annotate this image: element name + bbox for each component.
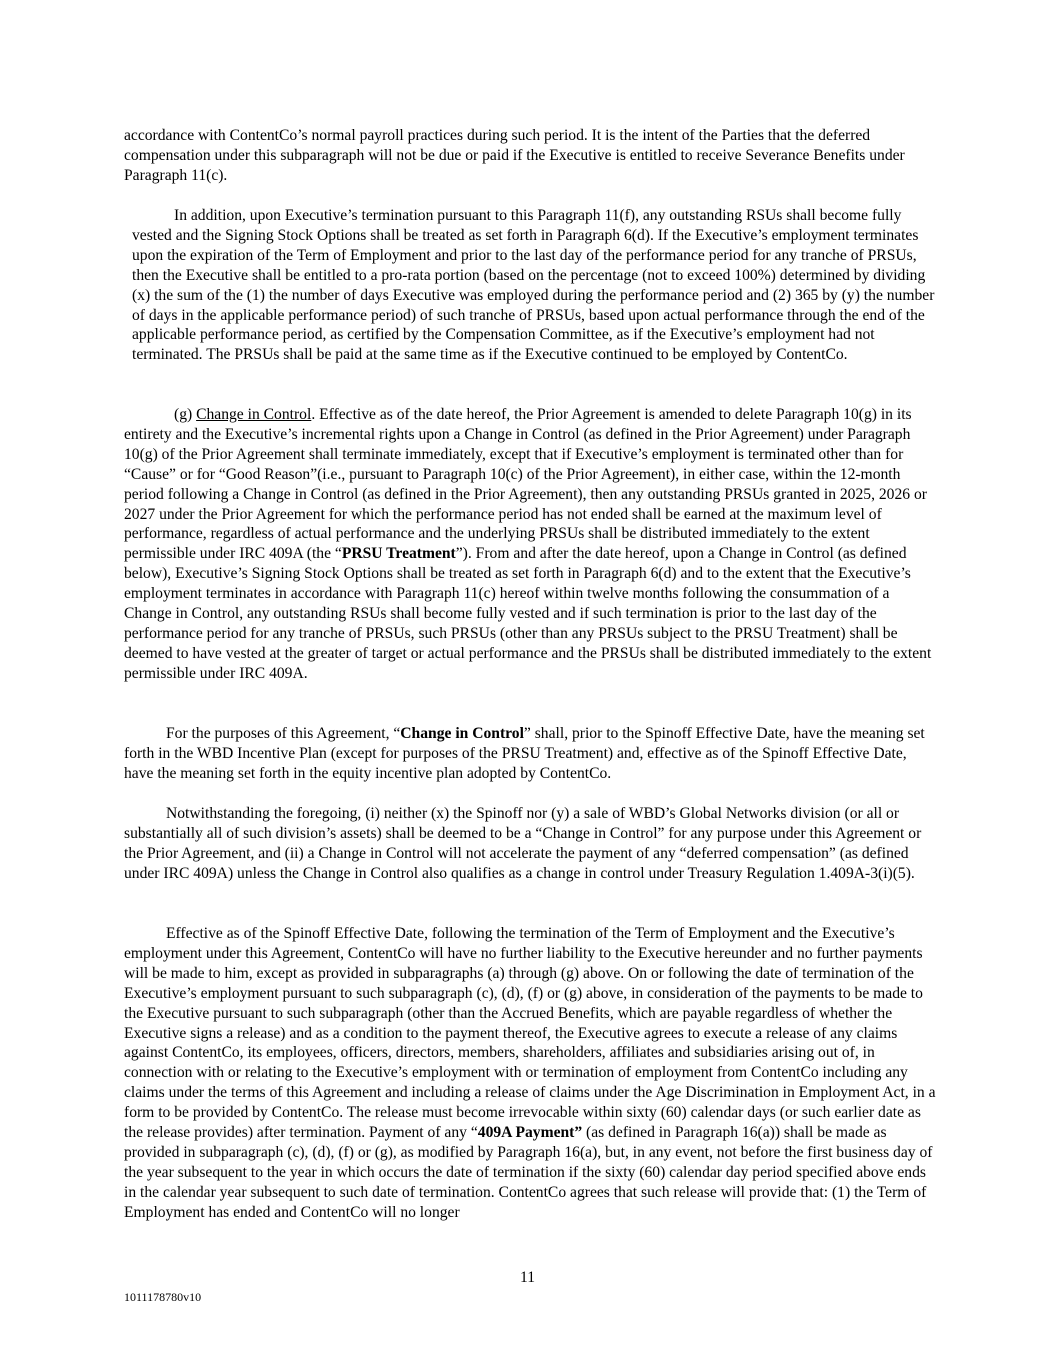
defined-term: 409A Payment” (477, 1124, 583, 1142)
paragraph-cic-definition (124, 724, 939, 784)
defined-term: Change in Control (400, 725, 524, 742)
subparagraph-label: (g) (174, 406, 197, 423)
defined-term: PRSU Treatment (341, 545, 456, 563)
paragraph-text-a: For the purposes of this Agreement, “ (166, 725, 401, 742)
paragraph-text-a: Effective as of the Spinoff Effective Date, following the termination of the Term of Employment and the Executive’s employment under this Agreement, ContentCo will have no further liability to the Executive hereunder and no further payments will be made to him, except as provided in subparagraphs (a) through (g) above. On or following the date of termination of the Executive’s employment pursuant to such subparagraph (c), (d), (f) or (g) above, in consideration of the payments to be made to the Executive pursuant to such subparagraph (other than the Accrued Benefits, which are payable regardless of whether the Executive signs a release) and as a condition to the payment thereof, the Executive agrees to execute a release of any claims against ContentCo, its employees, officers, directors, members, shareholders, affiliates and subsidiaries arising out of, in connection with or relating to the Executive’s employment with or termination of employment from ContentCo including any claims under the terms of this Agreement and including a release of claims under the Age Discrimination in Employment Act, in a form to be provided by ContentCo. The release must become irrevocable within sixty (60) calendar days (or such earlier date as the release provides) after termination. Payment of any “ (124, 925, 936, 1142)
section-heading: Change in Control (196, 406, 312, 423)
paragraph-change-in-control (124, 405, 939, 684)
paragraph-text-a: . Effective as of the date hereof, the Prior Agreement is amended to delete Paragraph 10(g) in its entirety and the Executive’s incremental rights upon a Change in Control (as defined in the Prior Agreement) under Paragraph 10(g) of the Prior Agreement shall terminate immediately, except that if Executive’s employment is terminated other than for “Cause” or for “Good Reason”(i.e., pursuant to Paragraph 10(c) of the Prior Agreement), in either case, within the 12-month period following a Change in Control (as defined in the Prior Agreement), then any outstanding PRSUs granted in 2025, 2026 or 2027 under the Prior Agreement for which the performance period has not ended shall be earned at the maximum level of performance, regardless of actual performance and the underlying PRSUs shall be distributed immediately to the extent permissible under IRC 409A (the “ (124, 406, 927, 563)
paragraph-11f-addition: In addition, upon Executive’s termination pursuant to this Paragraph 11(f), any outstanding RSUs shall become fully vested and the Signing Stock Options shall be treated as set forth in Paragraph 6(d). If the Executive’s employment terminates upon the expiration of the Term of Employment and prior to the last day of the performance period for any tranche of PRSUs, then the Executive shall be entitled to a pro-rata portion (based on the percentage (not to exceed 100%) determined by dividing (x) the sum of the (1) the number of days Executive was employed during the performance period and (2) 365 by (y) the number of days in the applicable performance period) of such tranche of PRSUs, based upon actual performance through the end of the applicable performance period, as certified by the Compensation Committee, as if the Executive’s employment had not terminated. The PRSUs shall be paid at the same time as if the Executive continued to be employed by ContentCo. (132, 207, 935, 364)
paragraph-text-b: ” shall, prior to the Spinoff Effective Date, have the meaning set forth in the WBD Incentive Plan (except for purposes of the PRSU Treatment) and, effective as of the Spinoff Effective Date, have the meaning set forth in the equity incentive plan adopted by ContentCo. (124, 725, 925, 782)
paragraph-notwithstanding: Notwithstanding the foregoing, (i) neither (x) the Spinoff nor (y) a sale of WBD’s Global Networks division (or all or substantially all of such division’s assets) shall be deemed to be a “Change in Control” for any purpose under this Agreement or the Prior Agreement, and (ii) a Change in Control will not accelerate the payment of any “deferred compensation” (as defined under IRC 409A) unless the Change in Control also qualifies as a change in control under Treasury Regulation 1.409A-3(i)(5). (124, 805, 922, 882)
document-id: 1011178780v10 (124, 1290, 202, 1304)
paragraph-text-b: (as defined in Paragraph 16(a)) shall be made as provided in subparagraph (c), (d), (f) or (g), as modified by Paragraph 16(a), but, in any event, not before the first business day of the year subsequent to the year in which occurs the date of termination if the sixty (60) calendar day period specified above ends in the calendar year subsequent to such date of termination. ContentCo agrees that such release will provide that: (1) the Term of Employment has ended and ContentCo will no longer (124, 1124, 933, 1221)
paragraph-release (124, 924, 939, 1223)
paragraph-continuation: accordance with ContentCo’s normal payroll practices during such period. It is the intent of the Parties that the deferred compensation under this subparagraph will not be due or paid if the Executive is entitled to receive Severance Benefits under Paragraph 11(c). (124, 127, 905, 184)
page-number: 11 (519, 1269, 535, 1286)
paragraph-text-b: ”). From and after the date hereof, upon a Change in Control (as defined below), Executive’s Signing Stock Options shall be treated as set forth in Paragraph 6(d) and to the extent that the Executive’s employment terminates in accordance with Paragraph 11(c) hereof within twelve months following the consummation of a Change in Control, any outstanding RSUs shall become fully vested and if such termination is prior to the last day of the performance period for any tranche of PRSUs, such PRSUs (other than any PRSUs subject to the PRSU Treatment) shall be deemed to have vested at the greater of target or actual performance and the PRSUs shall be distributed immediately to the extent permissible under IRC 409A. (124, 545, 932, 682)
